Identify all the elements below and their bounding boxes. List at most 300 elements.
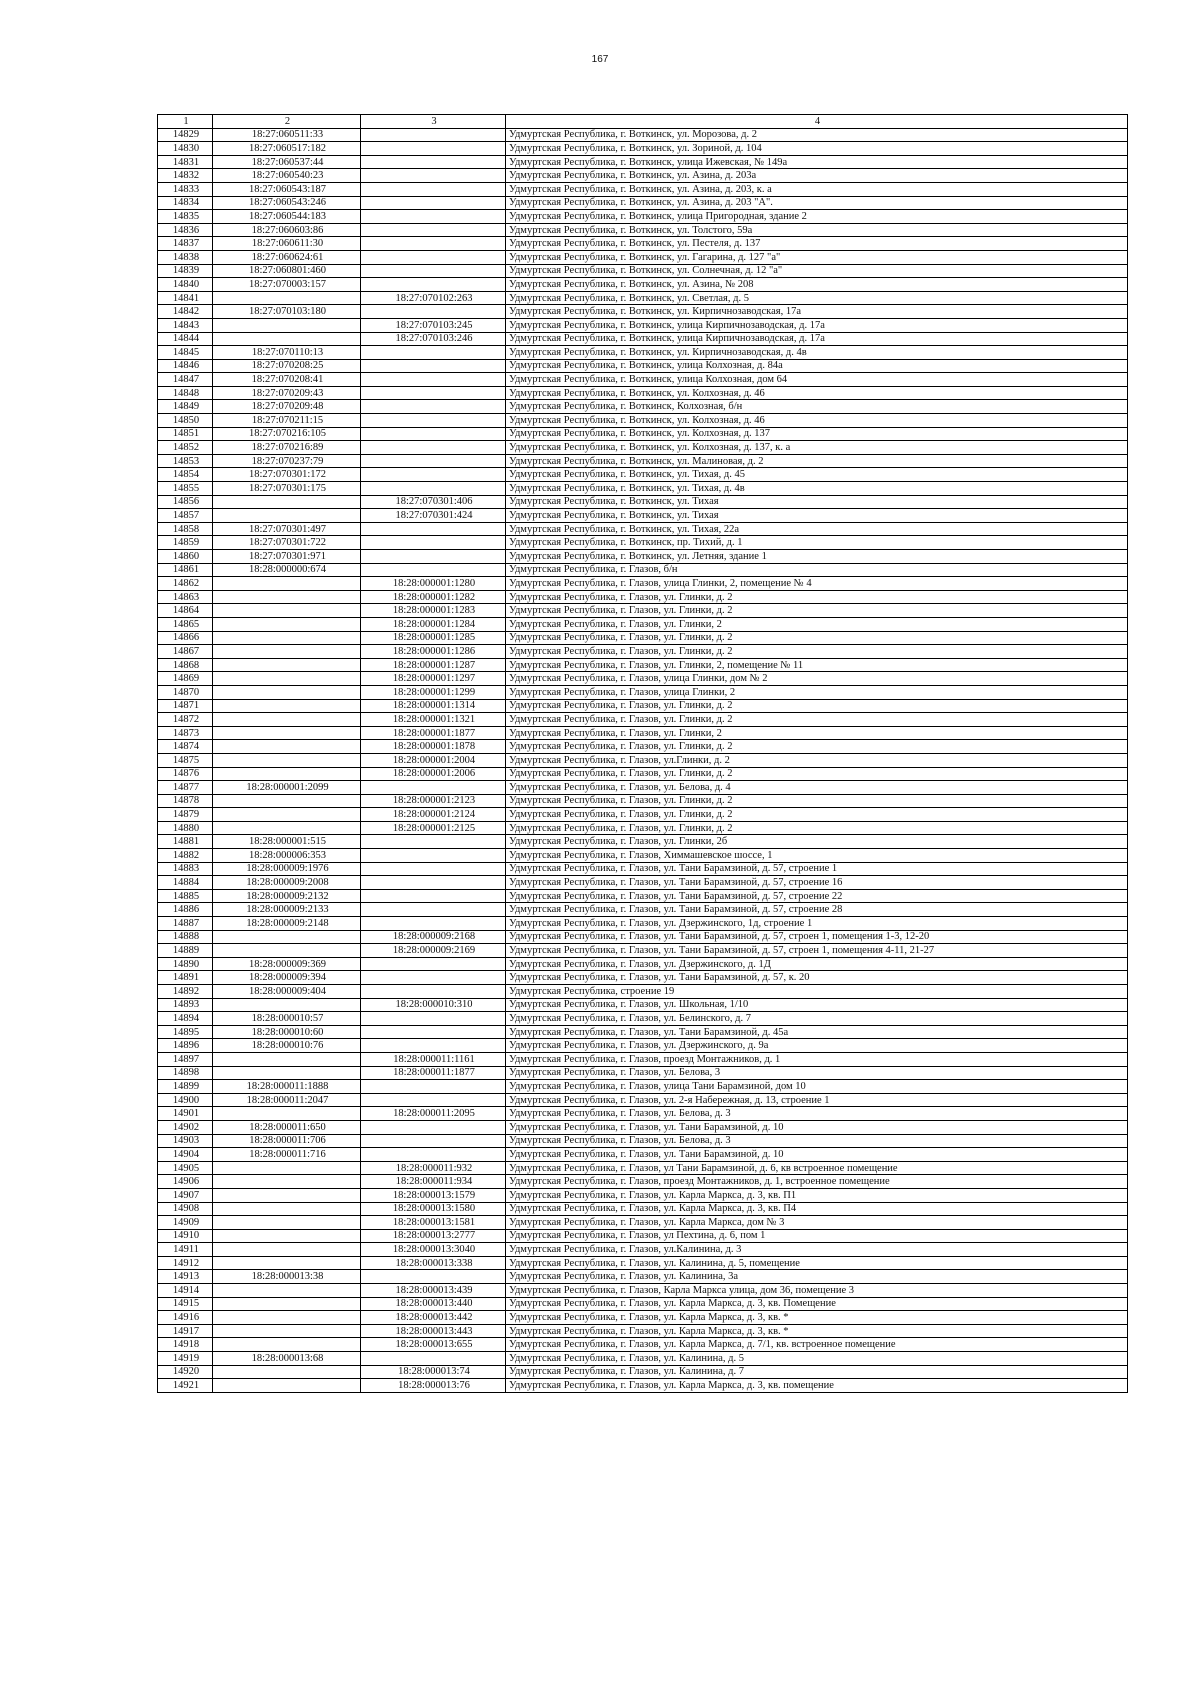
row-number-cell: 14896: [158, 1039, 213, 1053]
row-number-cell: 14882: [158, 849, 213, 863]
address-cell: Удмуртская Республика, г. Воткинск, ул. Азина, д. 203а: [506, 169, 1128, 183]
table-row: [158, 536, 1128, 550]
row-number-cell: 14885: [158, 889, 213, 903]
cadastral-number-alt-cell: 18:28:000013:655: [361, 1338, 506, 1352]
cadastral-number-cell: [213, 1243, 361, 1257]
cadastral-number-alt-cell: [361, 414, 506, 428]
row-number-cell: 14918: [158, 1338, 213, 1352]
row-number-cell: 14913: [158, 1270, 213, 1284]
table-row: [158, 1229, 1128, 1243]
address-cell: Удмуртская Республика, г. Воткинск, ул. Колхозная, д. 137, к. а: [506, 441, 1128, 455]
cadastral-number-alt-cell: [361, 278, 506, 292]
table-row: [158, 590, 1128, 604]
row-number-cell: 14873: [158, 726, 213, 740]
table-row: [158, 210, 1128, 224]
row-number-cell: 14854: [158, 468, 213, 482]
cadastral-number-cell: 18:27:070301:971: [213, 550, 361, 564]
cadastral-number-alt-cell: [361, 128, 506, 142]
address-cell: Удмуртская Республика, г. Глазов, ул. Калинина, д. 7: [506, 1365, 1128, 1379]
row-number-cell: 14838: [158, 250, 213, 264]
row-number-cell: 14911: [158, 1243, 213, 1257]
cadastral-number-cell: 18:27:070301:722: [213, 536, 361, 550]
cadastral-number-cell: [213, 767, 361, 781]
row-number-cell: 14881: [158, 835, 213, 849]
cadastral-number-cell: [213, 821, 361, 835]
cadastral-number-alt-cell: 18:28:000011:934: [361, 1175, 506, 1189]
table-row: [158, 427, 1128, 441]
row-number-cell: 14835: [158, 210, 213, 224]
address-cell: Удмуртская Республика, г. Воткинск, ул. Колхозная, д. 46: [506, 386, 1128, 400]
row-number-cell: 14898: [158, 1066, 213, 1080]
cadastral-number-alt-cell: [361, 427, 506, 441]
row-number-cell: 14889: [158, 944, 213, 958]
cadastral-number-alt-cell: 18:28:000013:443: [361, 1324, 506, 1338]
row-number-cell: 14864: [158, 604, 213, 618]
cadastral-number-cell: [213, 509, 361, 523]
address-cell: Удмуртская Республика, г. Глазов, ул. Глинки, 2: [506, 617, 1128, 631]
address-cell: Удмуртская Республика, г. Глазов, ул. Калинина, 3а: [506, 1270, 1128, 1284]
cadastral-number-cell: [213, 1338, 361, 1352]
table-row: [158, 835, 1128, 849]
address-cell: Удмуртская Республика, г. Воткинск, улица Ижевская, № 149а: [506, 155, 1128, 169]
row-number-cell: 14902: [158, 1120, 213, 1134]
table-row: [158, 726, 1128, 740]
row-number-cell: 14910: [158, 1229, 213, 1243]
cadastral-number-cell: [213, 318, 361, 332]
cadastral-number-alt-cell: [361, 182, 506, 196]
cadastral-number-alt-cell: [361, 849, 506, 863]
cadastral-number-alt-cell: [361, 550, 506, 564]
cadastral-number-alt-cell: 18:28:000009:2169: [361, 944, 506, 958]
table-row: [158, 223, 1128, 237]
cadastral-number-alt-cell: [361, 563, 506, 577]
cadastral-number-alt-cell: [361, 1148, 506, 1162]
table-row: [158, 482, 1128, 496]
table-row: [158, 1216, 1128, 1230]
column-header-4: 4: [506, 115, 1128, 129]
cadastral-number-cell: 18:28:000011:2047: [213, 1093, 361, 1107]
cadastral-number-alt-cell: [361, 210, 506, 224]
address-cell: Удмуртская Республика, г. Глазов, ул. Глинки, д. 2: [506, 794, 1128, 808]
row-number-cell: 14870: [158, 685, 213, 699]
cadastral-number-alt-cell: 18:28:000011:2095: [361, 1107, 506, 1121]
property-table: [157, 114, 1128, 1393]
table-row: [158, 1066, 1128, 1080]
address-cell: Удмуртская Республика, г. Глазов, ул. Глинки, 2б: [506, 835, 1128, 849]
row-number-cell: 14887: [158, 917, 213, 931]
cadastral-number-cell: [213, 1107, 361, 1121]
cadastral-number-cell: [213, 930, 361, 944]
cadastral-number-alt-cell: 18:28:000013:439: [361, 1284, 506, 1298]
row-number-cell: 14904: [158, 1148, 213, 1162]
address-cell: Удмуртская Республика, г. Глазов, ул. Глинки, д. 2: [506, 713, 1128, 727]
address-cell: Удмуртская Республика, г. Глазов, ул. Дзержинского, 1д, строение 1: [506, 917, 1128, 931]
address-cell: Удмуртская Республика, г. Глазов, ул. Глинки, д. 2: [506, 808, 1128, 822]
table-row: [158, 291, 1128, 305]
row-number-cell: 14879: [158, 808, 213, 822]
cadastral-number-cell: [213, 1188, 361, 1202]
table-row: [158, 1080, 1128, 1094]
address-cell: Удмуртская Республика, г. Глазов, ул. Карла Маркса, дом № 3: [506, 1216, 1128, 1230]
row-number-cell: 14912: [158, 1256, 213, 1270]
address-cell: Удмуртская Республика, г. Глазов, ул. Глинки, 2, помещение № 11: [506, 658, 1128, 672]
row-number-cell: 14868: [158, 658, 213, 672]
cadastral-number-alt-cell: [361, 142, 506, 156]
cadastral-number-alt-cell: [361, 1039, 506, 1053]
address-cell: Удмуртская Республика, г. Глазов, ул. Глинки, д. 2: [506, 645, 1128, 659]
cadastral-number-cell: 18:27:070211:15: [213, 414, 361, 428]
address-cell: Удмуртская Республика, г. Глазов, ул. Глинки, д. 2: [506, 699, 1128, 713]
cadastral-number-alt-cell: [361, 536, 506, 550]
address-cell: Удмуртская Республика, г. Глазов, ул. Карла Маркса, д. 7/1, кв. встроенное помещение: [506, 1338, 1128, 1352]
row-number-cell: 14849: [158, 400, 213, 414]
table-row: [158, 604, 1128, 618]
row-number-cell: 14878: [158, 794, 213, 808]
row-number-cell: 14851: [158, 427, 213, 441]
address-cell: Удмуртская Республика, г. Глазов, ул. Тани Барамзиной, д. 57, строение 22: [506, 889, 1128, 903]
address-cell: Удмуртская Республика, г. Воткинск, ул. Светлая, д. 5: [506, 291, 1128, 305]
cadastral-number-cell: 18:27:070301:497: [213, 522, 361, 536]
row-number-cell: 14917: [158, 1324, 213, 1338]
address-cell: Удмуртская Республика, г. Глазов, ул. Калинина, д. 5, помещение: [506, 1256, 1128, 1270]
table-row: [158, 1025, 1128, 1039]
cadastral-number-cell: [213, 1297, 361, 1311]
cadastral-number-cell: 18:28:000009:1976: [213, 862, 361, 876]
address-cell: Удмуртская Республика, г. Глазов, ул. 2-я Набережная, д. 13, строение 1: [506, 1093, 1128, 1107]
cadastral-number-alt-cell: 18:28:000001:1321: [361, 713, 506, 727]
table-row: [158, 1202, 1128, 1216]
row-number-cell: 14837: [158, 237, 213, 251]
cadastral-number-cell: 18:28:000013:68: [213, 1352, 361, 1366]
row-number-cell: 14867: [158, 645, 213, 659]
table-row: [158, 318, 1128, 332]
table-row: [158, 1161, 1128, 1175]
row-number-cell: 14884: [158, 876, 213, 890]
address-cell: Удмуртская Республика, г. Воткинск, ул. Азина, д. 203, к. а: [506, 182, 1128, 196]
table-row: [158, 998, 1128, 1012]
row-number-cell: 14842: [158, 305, 213, 319]
address-cell: Удмуртская Республика, г. Глазов, ул. Тани Барамзиной, д. 57, строен 1, помещения 1-3, 12-20: [506, 930, 1128, 944]
cadastral-number-cell: 18:27:060537:44: [213, 155, 361, 169]
table-row: [158, 509, 1128, 523]
table-row: [158, 985, 1128, 999]
table-row: [158, 645, 1128, 659]
cadastral-number-alt-cell: [361, 522, 506, 536]
row-number-cell: 14860: [158, 550, 213, 564]
cadastral-number-cell: 18:28:000011:706: [213, 1134, 361, 1148]
row-number-cell: 14852: [158, 441, 213, 455]
row-number-cell: 14836: [158, 223, 213, 237]
address-cell: Удмуртская Республика, г. Глазов, Карла Маркса улица, дом 36, помещение 3: [506, 1284, 1128, 1298]
table-row: [158, 767, 1128, 781]
row-number-cell: 14830: [158, 142, 213, 156]
row-number-cell: 14919: [158, 1352, 213, 1366]
cadastral-number-cell: 18:27:070103:180: [213, 305, 361, 319]
cadastral-number-alt-cell: [361, 237, 506, 251]
cadastral-number-alt-cell: 18:27:070301:406: [361, 495, 506, 509]
column-header-3: 3: [361, 115, 506, 129]
cadastral-number-cell: 18:27:070301:175: [213, 482, 361, 496]
row-number-cell: 14901: [158, 1107, 213, 1121]
address-cell: Удмуртская Республика, г. Глазов, ул. Белова, д. 3: [506, 1107, 1128, 1121]
table-row: [158, 699, 1128, 713]
cadastral-number-cell: [213, 617, 361, 631]
row-number-cell: 14877: [158, 781, 213, 795]
cadastral-number-cell: [213, 1066, 361, 1080]
table-row: [158, 753, 1128, 767]
row-number-cell: 14844: [158, 332, 213, 346]
cadastral-number-cell: 18:27:060603:86: [213, 223, 361, 237]
table-row: [158, 495, 1128, 509]
cadastral-number-alt-cell: [361, 250, 506, 264]
table-row: [158, 1243, 1128, 1257]
row-number-cell: 14875: [158, 753, 213, 767]
cadastral-number-cell: [213, 495, 361, 509]
cadastral-number-cell: [213, 1324, 361, 1338]
address-cell: Удмуртская Республика, г. Глазов, ул. Карла Маркса, д. 3, кв. Помещение: [506, 1297, 1128, 1311]
table-row: [158, 821, 1128, 835]
table-row: [158, 1134, 1128, 1148]
cadastral-number-cell: [213, 1379, 361, 1393]
page-number: 167: [591, 54, 609, 65]
cadastral-number-alt-cell: 18:28:000011:1877: [361, 1066, 506, 1080]
cadastral-number-alt-cell: [361, 264, 506, 278]
cadastral-number-cell: 18:27:070216:105: [213, 427, 361, 441]
address-cell: Удмуртская Республика, г. Воткинск, ул. Толстого, 59а: [506, 223, 1128, 237]
table-row: [158, 155, 1128, 169]
row-number-cell: 14871: [158, 699, 213, 713]
table-row: [158, 128, 1128, 142]
cadastral-number-cell: [213, 1202, 361, 1216]
cadastral-number-cell: [213, 645, 361, 659]
cadastral-number-alt-cell: [361, 971, 506, 985]
table-row: [158, 1039, 1128, 1053]
address-cell: Удмуртская Республика, г. Глазов, ул. Калинина, д. 5: [506, 1352, 1128, 1366]
cadastral-number-alt-cell: [361, 1025, 506, 1039]
address-cell: Удмуртская Республика, г. Глазов, проезд Монтажников, д. 1: [506, 1052, 1128, 1066]
table-row: [158, 1107, 1128, 1121]
cadastral-number-cell: [213, 699, 361, 713]
cadastral-number-alt-cell: [361, 155, 506, 169]
address-cell: Удмуртская Республика, г. Воткинск, улица Колхозная, дом 64: [506, 373, 1128, 387]
table-row: [158, 781, 1128, 795]
cadastral-number-cell: 18:28:000009:2132: [213, 889, 361, 903]
cadastral-number-alt-cell: 18:28:000001:1877: [361, 726, 506, 740]
cadastral-number-alt-cell: 18:28:000001:1299: [361, 685, 506, 699]
row-number-cell: 14862: [158, 577, 213, 591]
row-number-cell: 14859: [158, 536, 213, 550]
table-row: [158, 1352, 1128, 1366]
table-row: [158, 264, 1128, 278]
cadastral-number-alt-cell: 18:28:000013:74: [361, 1365, 506, 1379]
address-cell: Удмуртская Республика, г. Глазов, ул. Белова, д. 4: [506, 781, 1128, 795]
cadastral-number-cell: 18:28:000001:2099: [213, 781, 361, 795]
address-cell: Удмуртская Республика, г. Глазов, улица Глинки, дом № 2: [506, 672, 1128, 686]
cadastral-number-cell: 18:27:070237:79: [213, 454, 361, 468]
row-number-cell: 14848: [158, 386, 213, 400]
address-cell: Удмуртская Республика, г. Глазов, ул. Тани Барамзиной, д. 57, строение 16: [506, 876, 1128, 890]
row-number-cell: 14850: [158, 414, 213, 428]
cadastral-number-alt-cell: [361, 1080, 506, 1094]
table-row: [158, 1324, 1128, 1338]
address-cell: Удмуртская Республика, г. Глазов, б/н: [506, 563, 1128, 577]
cadastral-number-alt-cell: 18:28:000013:338: [361, 1256, 506, 1270]
row-number-cell: 14886: [158, 903, 213, 917]
address-cell: Удмуртская Республика, г. Глазов, ул. Глинки, 2: [506, 726, 1128, 740]
address-cell: Удмуртская Республика, г. Воткинск, улица Кирпичнозаводская, д. 17а: [506, 318, 1128, 332]
cadastral-number-cell: 18:28:000010:76: [213, 1039, 361, 1053]
row-number-cell: 14847: [158, 373, 213, 387]
cadastral-number-alt-cell: 18:28:000001:1285: [361, 631, 506, 645]
cadastral-number-alt-cell: 18:28:000011:932: [361, 1161, 506, 1175]
cadastral-number-cell: 18:27:060544:183: [213, 210, 361, 224]
cadastral-number-alt-cell: [361, 903, 506, 917]
table-row: [158, 903, 1128, 917]
row-number-cell: 14866: [158, 631, 213, 645]
cadastral-number-cell: 18:27:060517:182: [213, 142, 361, 156]
address-cell: Удмуртская Республика, г. Глазов, ул. Дзержинского, д. 1Д: [506, 957, 1128, 971]
cadastral-number-cell: 18:28:000011:1888: [213, 1080, 361, 1094]
address-cell: Удмуртская Республика, г. Воткинск, ул. Зориной, д. 104: [506, 142, 1128, 156]
table-row: [158, 631, 1128, 645]
cadastral-number-alt-cell: 18:28:000011:1161: [361, 1052, 506, 1066]
address-cell: Удмуртская Республика, г. Воткинск, ул. Кирпичнозаводская, 17а: [506, 305, 1128, 319]
cadastral-number-alt-cell: [361, 305, 506, 319]
cadastral-number-cell: 18:28:000011:716: [213, 1148, 361, 1162]
cadastral-number-alt-cell: [361, 223, 506, 237]
address-cell: Удмуртская Республика, г. Глазов, ул. Тани Барамзиной, д. 57, строен 1, помещения 4-11, 21-27: [506, 944, 1128, 958]
address-cell: Удмуртская Республика, г. Глазов, ул. Глинки, д. 2: [506, 631, 1128, 645]
table-row: [158, 1148, 1128, 1162]
table-row: [158, 1256, 1128, 1270]
row-number-cell: 14856: [158, 495, 213, 509]
cadastral-number-cell: 18:28:000013:38: [213, 1270, 361, 1284]
row-number-cell: 14883: [158, 862, 213, 876]
address-cell: Удмуртская Республика, г. Глазов, улица Глинки, 2, помещение № 4: [506, 577, 1128, 591]
table-row: [158, 944, 1128, 958]
row-number-cell: 14843: [158, 318, 213, 332]
table-row: [158, 563, 1128, 577]
cadastral-number-cell: 18:28:000010:57: [213, 1012, 361, 1026]
table-row: [158, 305, 1128, 319]
cadastral-number-cell: [213, 808, 361, 822]
cadastral-number-alt-cell: [361, 468, 506, 482]
cadastral-number-cell: [213, 998, 361, 1012]
cadastral-number-alt-cell: [361, 957, 506, 971]
address-cell: Удмуртская Республика, г. Глазов, ул. Белова, д. 3: [506, 1134, 1128, 1148]
table-row: [158, 889, 1128, 903]
cadastral-number-alt-cell: 18:28:000001:1297: [361, 672, 506, 686]
cadastral-number-alt-cell: 18:28:000001:1284: [361, 617, 506, 631]
row-number-cell: 14920: [158, 1365, 213, 1379]
cadastral-number-cell: [213, 658, 361, 672]
cadastral-number-cell: 18:27:070208:25: [213, 359, 361, 373]
address-cell: Удмуртская Республика, г. Глазов, ул. Карла Маркса, д. 3, кв. П4: [506, 1202, 1128, 1216]
cadastral-number-cell: 18:28:000010:60: [213, 1025, 361, 1039]
address-cell: Удмуртская Республика, г. Глазов, ул. Карла Маркса, д. 3, кв. *: [506, 1324, 1128, 1338]
cadastral-number-alt-cell: 18:28:000013:1580: [361, 1202, 506, 1216]
cadastral-number-alt-cell: [361, 1134, 506, 1148]
cadastral-number-alt-cell: [361, 400, 506, 414]
row-number-cell: 14907: [158, 1188, 213, 1202]
cadastral-number-alt-cell: [361, 985, 506, 999]
address-cell: Удмуртская Республика, г. Воткинск, пр. Тихий, д. 1: [506, 536, 1128, 550]
table-row: [158, 1175, 1128, 1189]
cadastral-number-alt-cell: 18:28:000013:1579: [361, 1188, 506, 1202]
cadastral-number-cell: [213, 1365, 361, 1379]
table-row: [158, 454, 1128, 468]
table-row: [158, 957, 1128, 971]
cadastral-number-cell: [213, 1284, 361, 1298]
cadastral-number-alt-cell: 18:28:000001:1314: [361, 699, 506, 713]
address-cell: Удмуртская Республика, г. Глазов, ул Тани Барамзиной, д. 6, кв встроенное помещение: [506, 1161, 1128, 1175]
cadastral-number-cell: 18:28:000009:394: [213, 971, 361, 985]
table-row: [158, 740, 1128, 754]
row-number-cell: 14914: [158, 1284, 213, 1298]
cadastral-number-alt-cell: 18:28:000001:1287: [361, 658, 506, 672]
row-number-cell: 14853: [158, 454, 213, 468]
address-cell: Удмуртская Республика, г. Воткинск, ул. Азина, д. 203 "А".: [506, 196, 1128, 210]
cadastral-number-cell: 18:27:060543:246: [213, 196, 361, 210]
address-cell: Удмуртская Республика, г. Воткинск, ул. Колхозная, д. 137: [506, 427, 1128, 441]
address-cell: Удмуртская Республика, г. Воткинск, ул. Малиновая, д. 2: [506, 454, 1128, 468]
table-row: [158, 876, 1128, 890]
address-cell: Удмуртская Республика, г. Воткинск, ул. Летняя, здание 1: [506, 550, 1128, 564]
address-cell: Удмуртская Республика, г. Глазов, ул.Калинина, д. 3: [506, 1243, 1128, 1257]
address-cell: Удмуртская Республика, г. Воткинск, улица Кирпичнозаводская, д. 17а: [506, 332, 1128, 346]
address-cell: Удмуртская Республика, г. Воткинск, ул. Тихая, д. 45: [506, 468, 1128, 482]
table-row: [158, 808, 1128, 822]
table-row: [158, 373, 1128, 387]
cadastral-number-alt-cell: [361, 1093, 506, 1107]
address-cell: Удмуртская Республика, г. Глазов, ул Пехтина, д. 6, пом 1: [506, 1229, 1128, 1243]
table-row: [158, 672, 1128, 686]
address-cell: Удмуртская Республика, г. Воткинск, ул. Колхозная, д. 46: [506, 414, 1128, 428]
cadastral-number-cell: [213, 291, 361, 305]
address-cell: Удмуртская Республика, г. Воткинск, ул. Пестеля, д. 137: [506, 237, 1128, 251]
cadastral-number-alt-cell: 18:28:000001:2125: [361, 821, 506, 835]
table-row: [158, 468, 1128, 482]
table-row: [158, 332, 1128, 346]
table-row: [158, 1365, 1128, 1379]
row-number-cell: 14908: [158, 1202, 213, 1216]
table-row: [158, 142, 1128, 156]
cadastral-number-alt-cell: [361, 889, 506, 903]
cadastral-number-cell: [213, 332, 361, 346]
cadastral-number-alt-cell: 18:28:000001:2123: [361, 794, 506, 808]
row-number-cell: 14900: [158, 1093, 213, 1107]
cadastral-number-alt-cell: 18:28:000001:1280: [361, 577, 506, 591]
address-cell: Удмуртская Республика, г. Воткинск, ул. Тихая: [506, 495, 1128, 509]
cadastral-number-cell: 18:28:000001:515: [213, 835, 361, 849]
cadastral-number-cell: 18:27:060543:187: [213, 182, 361, 196]
row-number-cell: 14869: [158, 672, 213, 686]
table-row: [158, 169, 1128, 183]
address-cell: Удмуртская Республика, строение 19: [506, 985, 1128, 999]
cadastral-number-cell: [213, 1052, 361, 1066]
cadastral-number-cell: 18:28:000009:2008: [213, 876, 361, 890]
table-row: [158, 713, 1128, 727]
row-number-cell: 14909: [158, 1216, 213, 1230]
address-cell: Удмуртская Республика, г. Воткинск, ул. Гагарина, д. 127 "а": [506, 250, 1128, 264]
address-cell: Удмуртская Республика, г. Глазов, ул. Карла Маркса, д. 3, кв. помещение: [506, 1379, 1128, 1393]
row-number-cell: 14899: [158, 1080, 213, 1094]
table-row: [158, 182, 1128, 196]
table-row: [158, 1188, 1128, 1202]
address-cell: Удмуртская Республика, г. Глазов, ул. Белова, 3: [506, 1066, 1128, 1080]
row-number-cell: 14891: [158, 971, 213, 985]
cadastral-number-alt-cell: [361, 346, 506, 360]
